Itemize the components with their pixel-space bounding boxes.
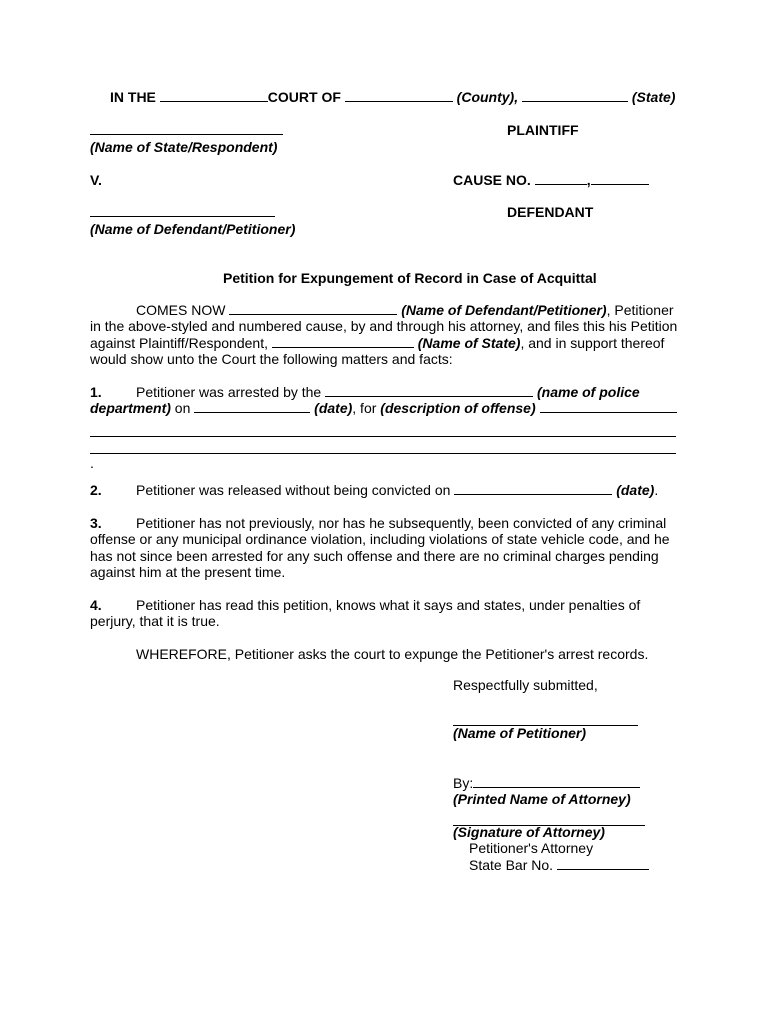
printed-name-attorney-label: (Printed Name of Attorney): [453, 791, 631, 807]
petitioner-name-blank: [229, 302, 397, 315]
by-line: [453, 775, 640, 791]
offense-blank-line-3: [90, 441, 676, 454]
offense-blank: [540, 400, 677, 413]
defendant-blank: [90, 204, 275, 217]
para2-period: .: [654, 482, 659, 498]
police-dept-blank: [325, 384, 533, 397]
petitioner-suffix: , Petitioner: [606, 302, 674, 318]
respectfully-submitted: Respectfully submitted,: [453, 677, 598, 693]
cause-no-label: CAUSE NO.: [453, 172, 531, 188]
in-the-text: IN THE: [110, 89, 156, 105]
release-date-label: (date): [616, 482, 655, 498]
para4-text: Petitioner has read this petition, knows what it says and states, under penalties of: [136, 597, 641, 613]
arrest-date-blank: [194, 400, 310, 413]
intro-line-3: [90, 335, 664, 351]
intro-line-3-prefix: against Plaintiff/Respondent,: [90, 335, 268, 351]
cause-number: [453, 172, 649, 188]
para1-line-2: [90, 400, 677, 416]
para1-line-1: [90, 384, 640, 400]
para3-line-1: [90, 515, 666, 531]
intro-line-2: in the above-styled and numbered cause, by and through his attorney, and files this his Petition: [90, 318, 678, 334]
defendant-label: DEFENDANT: [507, 204, 594, 220]
para1-period: .: [90, 455, 94, 471]
name-of-petitioner-label: (Name of Petitioner): [453, 725, 587, 741]
para2-text: Petitioner was released without being convicted on: [136, 482, 451, 498]
para3-number: 3.: [90, 515, 102, 531]
state-name-label: (Name of State): [417, 335, 521, 351]
petitioner-name-label: (Name of Defendant/Petitioner): [401, 302, 607, 318]
cause-blank-2: [591, 172, 649, 185]
intro-line-3-suffix: , and in support thereof: [520, 335, 665, 351]
comes-now-text: COMES NOW: [136, 302, 226, 318]
para3-line-2: offense or any municipal ordinance violation, including violations of state vehicle code, and he: [90, 531, 670, 547]
state-bar-no-text: State Bar No.: [469, 857, 554, 873]
state-name-blank: [272, 335, 414, 348]
para4-line-1: [90, 597, 640, 613]
versus-label: V.: [90, 172, 102, 188]
document-title: Petition for Expungement of Record in Case of Acquittal: [223, 270, 597, 286]
para1-number: 1.: [90, 384, 102, 400]
defendant-petitioner-label: (Name of Defendant/Petitioner): [90, 221, 296, 237]
state-bar-blank: [557, 857, 649, 870]
signature-attorney-label: (Signature of Attorney): [453, 824, 605, 840]
intro-line-4: would show unto the Court the following matters and facts:: [90, 351, 453, 367]
state-respondent-label: (Name of State/Respondent): [90, 139, 278, 155]
para1-text: Petitioner was arrested by the: [136, 384, 322, 400]
para4-number: 4.: [90, 597, 102, 613]
para3-text: Petitioner has not previously, nor has he subsequently, been convicted of any criminal: [136, 515, 667, 531]
para2-number: 2.: [90, 482, 102, 498]
dept-label: department): [90, 400, 171, 416]
court-blank: [160, 89, 268, 102]
plaintiff-label: PLAINTIFF: [507, 122, 579, 138]
offense-label: (description of offense): [380, 400, 536, 416]
by-text: By:: [453, 775, 474, 791]
county-blank: [345, 89, 453, 102]
court-header: [110, 89, 675, 105]
county-label: (County),: [456, 89, 519, 105]
para2-line: [90, 482, 658, 498]
release-date-blank: [454, 482, 612, 495]
for-text: , for: [352, 400, 377, 416]
para3-line-3: has not since been arrested for any such offense and there are no criminal charges pending: [90, 548, 659, 564]
arrest-date-label: (date): [314, 400, 353, 416]
petitioners-attorney-text: Petitioner's Attorney: [469, 840, 594, 856]
state-blank: [522, 89, 628, 102]
state-respondent-blank: [90, 122, 283, 135]
cause-comma: ,: [586, 172, 591, 188]
cause-blank-1: [535, 172, 587, 185]
offense-blank-line-2: [90, 424, 676, 437]
on-text: on: [174, 400, 191, 416]
police-label: (name of police: [537, 384, 640, 400]
para4-line-2: perjury, that it is true.: [90, 613, 220, 629]
attorney-name-blank: [473, 775, 640, 788]
wherefore-clause: WHEREFORE, Petitioner asks the court to expunge the Petitioner's arrest records.: [136, 646, 649, 662]
state-label: (State): [631, 89, 676, 105]
para3-line-4: against him at the present time.: [90, 564, 286, 580]
state-bar-line: [469, 857, 649, 873]
intro-line-1: [136, 302, 674, 318]
court-of-text: COURT OF: [267, 89, 341, 105]
